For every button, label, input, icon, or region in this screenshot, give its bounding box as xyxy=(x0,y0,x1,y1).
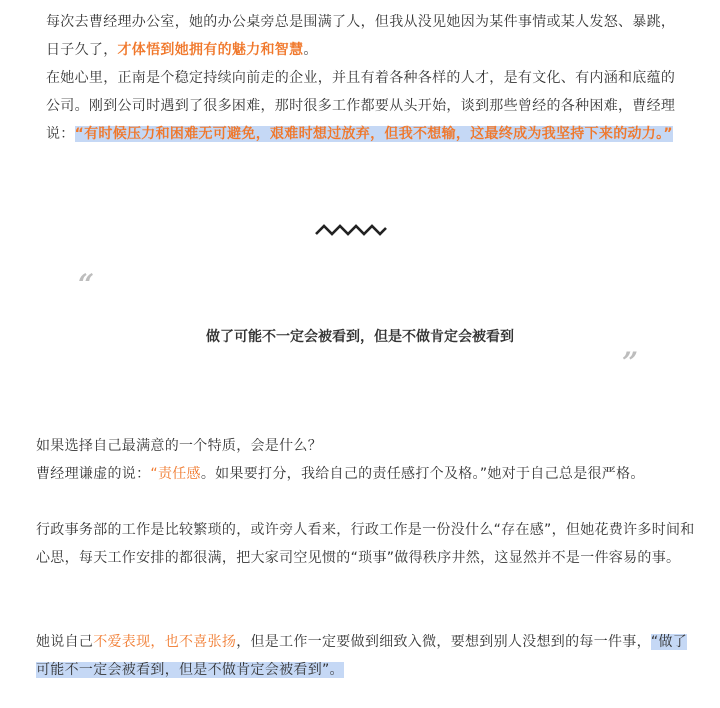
paragraph-2 xyxy=(46,64,676,148)
para3-answer-b: 。如果要打分，我给自己的责任感打个及格。”她对于自己总是很严格。 xyxy=(200,466,645,482)
para5-text-b: ，但是工作一定要做到细致入微，要想到别人没想到的每一件事， xyxy=(236,634,651,650)
para3-highlight: “责任感 xyxy=(150,466,201,482)
pull-quote: 做了可能不一定会被看到，但是不做肯定会被看到 xyxy=(206,329,514,345)
para1-text-a: 每次去曹经理办公室，她的办公桌旁总是围满了人，但我从没见她因为某件事情或某人发怒、暴跳，日子久了， xyxy=(46,14,676,58)
open-quote-mark: “ xyxy=(78,268,95,301)
para5-text-a: 她说自己 xyxy=(36,634,94,650)
paragraph-5 xyxy=(36,628,696,684)
para1-highlight: 才体悟到她拥有的魅力和智慧 xyxy=(117,42,304,58)
close-quote-mark: ” xyxy=(622,346,639,379)
para3-answer-a: 曹经理谦虚的说： xyxy=(36,466,151,482)
paragraph-3 xyxy=(36,432,686,488)
paragraph-4 xyxy=(36,516,696,572)
para5-highlight: 不爱表现，也不喜张扬 xyxy=(93,634,237,650)
para2-selected-quote[interactable]: “有时候压力和困难无可避免，艰难时想过放弃，但我不想输，这最终成为我坚持下来的动力。” xyxy=(74,126,673,142)
para3-question: 如果选择自己最满意的一个特质，会是什么？ xyxy=(36,438,322,454)
zigzag-icon xyxy=(314,220,388,238)
para4-text: 行政事务部的工作是比较繁琐的，或许旁人看来，行政工作是一份没什么“存在感”，但她花费许多时间和心思，每天工作安排的都很满，把大家司空见惯的“琐事”做得秩序井然，这显然并不是一件容易的事。 xyxy=(36,522,695,566)
paragraph-1 xyxy=(46,8,676,64)
para1-text-b: 。 xyxy=(303,42,318,58)
para5-selected-quote[interactable]: “做了可能不一定会被看到，但是不做肯定会被看到”。 xyxy=(36,634,688,678)
para2-text-a: 在她心里，正南是个稳定持续向前走的企业，并且有着各种各样的人才，是有文化、有内涵和底蕴的公司。刚到公司时遇到了很多困难，那时很多工作都要从头开始，谈到那些曾经的各种困难，曹经理说： xyxy=(46,70,676,142)
